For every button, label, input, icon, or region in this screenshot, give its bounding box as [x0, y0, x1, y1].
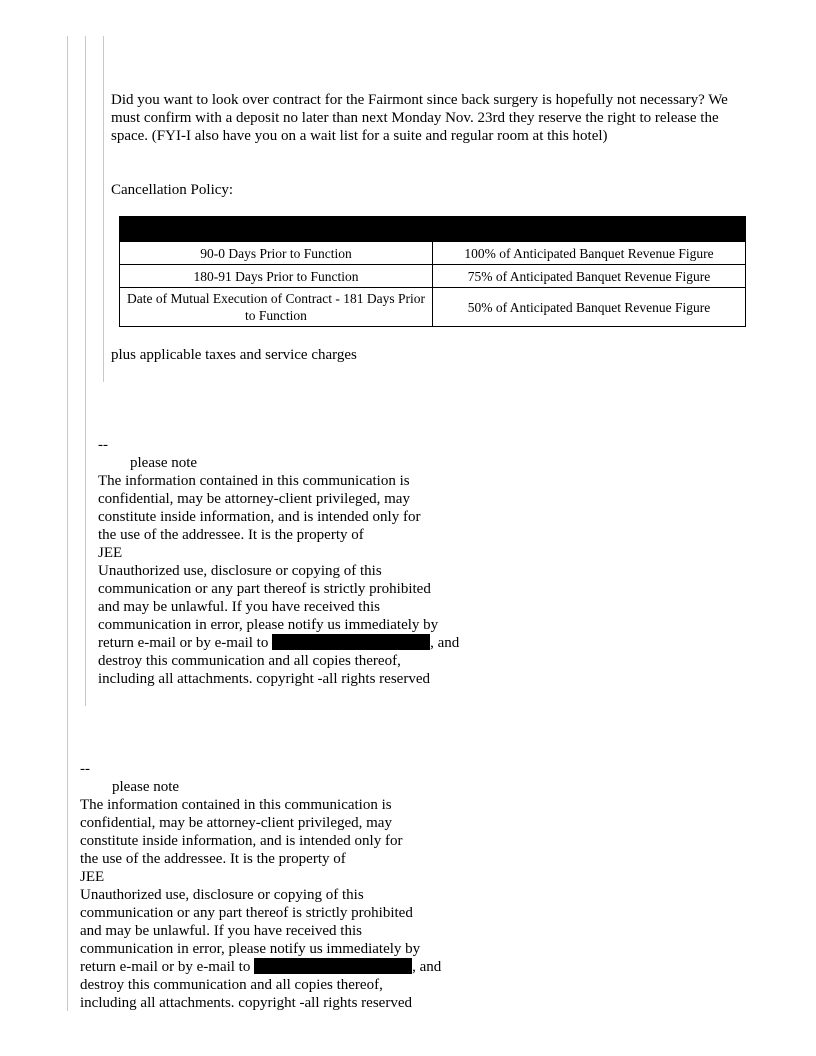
- table-row: [120, 265, 746, 288]
- please-note: please note: [130, 455, 198, 471]
- disclaimer-line: and may be unlawful. If you have received this: [80, 923, 362, 939]
- disclaimer-line: Unauthorized use, disclosure or copying of this: [80, 887, 364, 903]
- disclaimer-line: the use of the addressee. It is the property of: [98, 527, 364, 543]
- please-note: please note: [112, 779, 180, 795]
- quote-bar-middle: [85, 36, 86, 706]
- table-cell-period: 90-0 Days Prior to Function: [120, 242, 433, 265]
- signature-block: [80, 760, 480, 1012]
- disclaimer-line: constitute inside information, and is intended only for: [98, 509, 421, 525]
- email-line: [80, 958, 480, 976]
- email-line: [98, 634, 498, 652]
- redacted-email: [254, 958, 412, 974]
- table-row: [120, 288, 746, 327]
- table-row: [120, 242, 746, 265]
- disclaimer-line: communication or any part thereof is strictly prohibited: [80, 905, 413, 921]
- disclaimer-line: JEE: [80, 869, 105, 885]
- table-cell-period: 180-91 Days Prior to Function: [120, 265, 433, 288]
- disclaimer-line: confidential, may be attorney-client privileged, may: [98, 491, 410, 507]
- signature-block: [98, 436, 498, 688]
- disclaimer-line: constitute inside information, and is intended only for: [80, 833, 403, 849]
- table-cell-charge: 75% of Anticipated Banquet Revenue Figure: [433, 265, 746, 288]
- disclaimer-line: communication in error, please notify us immediately by: [98, 617, 439, 633]
- disclaimer-line: including all attachments. copyright -all rights reserved: [98, 671, 430, 687]
- disclaimer-line: the use of the addressee. It is the property of: [80, 851, 346, 867]
- disclaimer-line: JEE: [98, 545, 123, 561]
- taxes-note: plus applicable taxes and service charges: [111, 347, 357, 363]
- email-prefix: return e-mail or by e-mail to: [80, 959, 251, 975]
- table-cell-period: Date of Mutual Execution of Contract - 181 Days Prior to Function: [120, 288, 433, 327]
- disclaimer-line: confidential, may be attorney-client privileged, may: [80, 815, 392, 831]
- table-cell-charge: 100% of Anticipated Banquet Revenue Figure: [433, 242, 746, 265]
- disclaimer-line: The information contained in this communication is: [98, 473, 410, 489]
- quote-bar-outer: [67, 36, 68, 1011]
- email-suffix: , and: [412, 959, 442, 975]
- disclaimer-line: The information contained in this communication is: [80, 797, 392, 813]
- table-header-row: [120, 217, 746, 242]
- cancellation-policy-table: [119, 216, 746, 327]
- signature-dashes: --: [98, 437, 108, 453]
- disclaimer-line: destroy this communication and all copies thereof,: [98, 653, 401, 669]
- disclaimer-line: communication in error, please notify us immediately by: [80, 941, 421, 957]
- message-paragraph: Did you want to look over contract for the Fairmont since back surgery is hopefully not necessary? We must confirm with a deposit no later than next Monday Nov. 23rd they reserve the right to release the space. (FYI-I also have you on a wait list for a suite and regular room at this hotel): [111, 92, 728, 144]
- disclaimer-line: and may be unlawful. If you have received this: [98, 599, 380, 615]
- disclaimer-line: including all attachments. copyright -all rights reserved: [80, 995, 412, 1011]
- disclaimer-line: destroy this communication and all copies thereof,: [80, 977, 383, 993]
- email-suffix: , and: [430, 635, 460, 651]
- disclaimer-line: Unauthorized use, disclosure or copying of this: [98, 563, 382, 579]
- table-header-bar: [120, 217, 746, 242]
- disclaimer-line: communication or any part thereof is strictly prohibited: [98, 581, 431, 597]
- email-prefix: return e-mail or by e-mail to: [98, 635, 269, 651]
- signature-dashes: --: [80, 761, 90, 777]
- table-cell-charge: 50% of Anticipated Banquet Revenue Figure: [433, 288, 746, 327]
- cancellation-policy-label: Cancellation Policy:: [111, 182, 234, 198]
- quote-bar-inner: [103, 36, 104, 382]
- redacted-email: [272, 634, 430, 650]
